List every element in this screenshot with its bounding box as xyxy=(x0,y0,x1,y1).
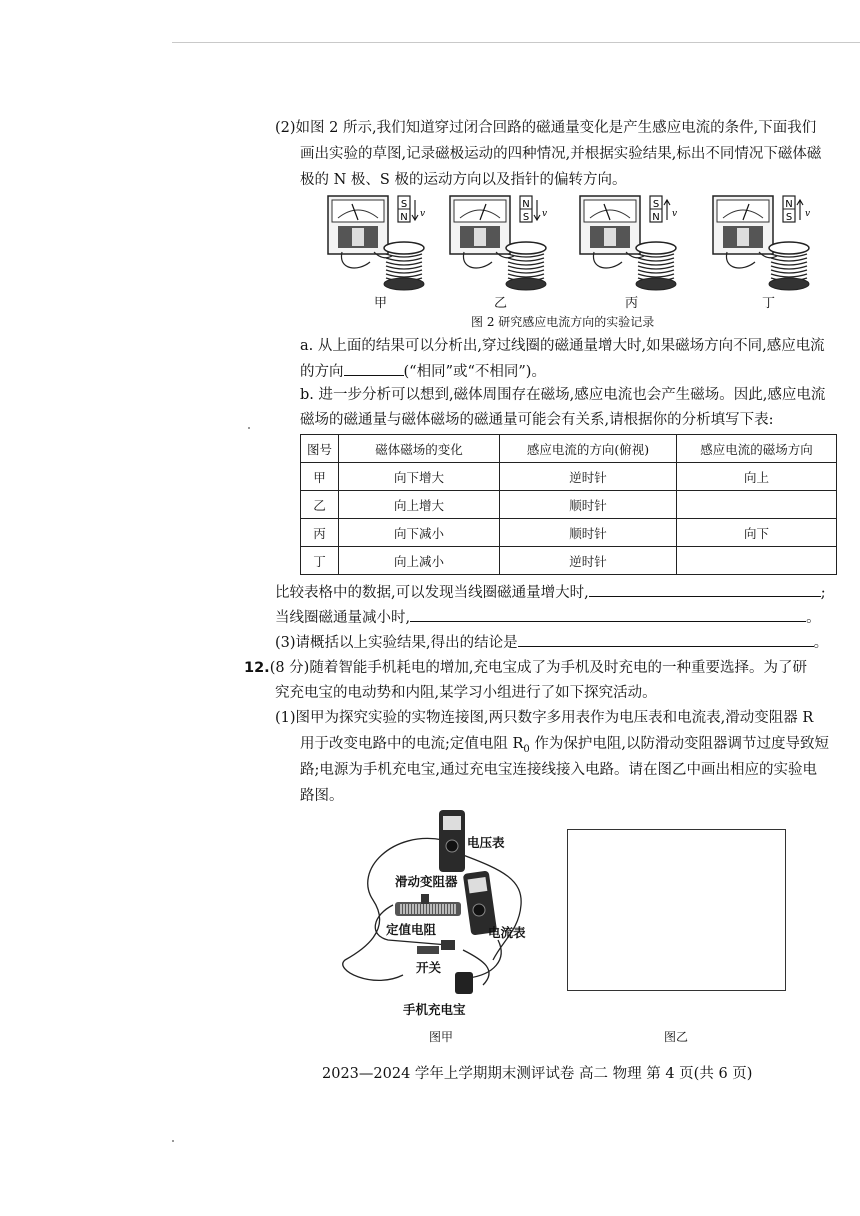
figure-yi-caption: 图乙 xyxy=(664,1030,689,1044)
table-row xyxy=(301,491,837,519)
table-cell: 向下减小 xyxy=(339,519,500,547)
compare-line1-text: 比较表格中的数据,可以发现当线圈磁通量增大时, xyxy=(275,585,589,601)
figure-jia-caption: 图甲 xyxy=(429,1030,454,1044)
coil-winding xyxy=(771,266,807,269)
table-cell: 向上增大 xyxy=(339,491,500,519)
answer-blank-conclusion[interactable] xyxy=(518,630,814,647)
label-ammeter: 电流表 xyxy=(488,925,526,940)
scan-speck xyxy=(248,427,250,429)
velocity-label: v xyxy=(672,209,678,219)
figure-jia-photo xyxy=(333,800,573,1015)
label-voltmeter: 电压表 xyxy=(467,835,505,850)
q11-part2-line1: (2)如图 2 所示,我们知道穿过闭合回路的磁通量变化是产生感应电流的条件,下面我们 xyxy=(275,120,817,136)
label-resistor: 定值电阻 xyxy=(386,922,437,937)
table-row xyxy=(301,463,837,491)
compare-line1 xyxy=(275,580,826,606)
coil-winding xyxy=(638,274,674,277)
q12-line1 xyxy=(244,655,807,681)
scan-speck xyxy=(172,1140,174,1142)
panel-label-jia: 甲 xyxy=(374,296,388,311)
galvanometer-window xyxy=(474,228,486,246)
table-cell: 顺时针 xyxy=(500,519,677,547)
coil-base xyxy=(769,278,809,290)
coil-winding xyxy=(386,266,422,269)
table-cell: 乙 xyxy=(301,491,339,519)
q12-line2: 究充电宝的电动势和内阻,某学习小组进行了如下探究活动。 xyxy=(275,685,657,701)
magnet-top-pole: N xyxy=(785,199,793,210)
galvanometer-window xyxy=(604,228,616,246)
header-rule xyxy=(172,42,860,43)
table-answer-cell[interactable] xyxy=(677,491,837,519)
coil-winding xyxy=(508,270,544,273)
record-table xyxy=(300,434,837,575)
table-cell: 向下 xyxy=(677,519,837,547)
coil-base xyxy=(384,278,424,290)
magnet-bottom-pole: S xyxy=(522,212,530,223)
q12-line1-text: (8 分)随着智能手机耗电的增加,充电宝成了为手机及时充电的一种重要选择。为了研 xyxy=(269,660,807,676)
part3-end: 。 xyxy=(813,635,829,651)
figure-2-caption: 图 2 研究感应电流方向的实验记录 xyxy=(471,315,655,329)
rheostat-device xyxy=(395,894,461,916)
coil-winding xyxy=(386,274,422,277)
table-cell: 向上 xyxy=(677,463,837,491)
velocity-label: v xyxy=(542,209,548,219)
coil-winding xyxy=(638,266,674,269)
answer-blank-increase[interactable] xyxy=(589,580,821,597)
powerbank-device xyxy=(455,972,473,994)
magnet-bottom-pole: S xyxy=(785,212,793,223)
coil-base xyxy=(506,278,546,290)
q12-p1-line2-b: 作为保护电阻,以防滑动变阻器调节过度导致短 xyxy=(529,736,830,752)
coil-base xyxy=(636,278,676,290)
q11-part2-line3: 极的 N 极、S 极的运动方向以及指针的偏转方向。 xyxy=(300,172,627,188)
compare-line2-text: 当线圈磁通量减小时, xyxy=(275,610,411,626)
q12-p1-line2-a: 用于改变电路中的电流;定值电阻 R xyxy=(300,736,524,752)
switch-device xyxy=(417,946,439,954)
table-header: 感应电流的方向(俯视) xyxy=(500,435,677,463)
part-a-line1: a. 从上面的结果可以分析出,穿过线圈的磁通量增大时,如果磁场方向不同,感应电流 xyxy=(300,338,825,354)
q12-p1-line3: 路;电源为手机充电宝,通过充电宝连接线接入电路。请在图乙中画出相应的实验电 xyxy=(300,762,817,778)
q12-p1-line1: (1)图甲为探究实验的实物连接图,两只数字多用表作为电压表和电流表,滑动变阻器 R xyxy=(275,710,814,726)
table-cell: 丁 xyxy=(301,547,339,575)
coil-winding xyxy=(386,262,422,265)
table-row xyxy=(301,547,837,575)
coil-winding xyxy=(638,270,674,273)
figure-2 xyxy=(0,190,860,320)
answer-blank-decrease[interactable] xyxy=(410,605,806,622)
coil-winding xyxy=(386,270,422,273)
r0-subscript: 0 xyxy=(523,743,530,755)
question-number: 12. xyxy=(244,660,270,676)
velocity-label: v xyxy=(805,209,811,219)
table-row xyxy=(301,519,837,547)
coil-winding xyxy=(638,258,674,261)
panel-label-yi: 乙 xyxy=(494,296,508,311)
coil-winding xyxy=(771,262,807,265)
magnet-bottom-pole: N xyxy=(652,212,660,223)
part-b-line1: b. 进一步分析可以想到,磁体周围存在磁场,感应电流也会产生磁场。因此,感应电流 xyxy=(300,387,826,403)
coil-winding xyxy=(771,274,807,277)
label-powerbank: 手机充电宝 xyxy=(403,1002,466,1017)
table-cell: 逆时针 xyxy=(500,463,677,491)
coil-winding xyxy=(771,258,807,261)
magnet-top-pole: S xyxy=(400,199,408,210)
compare-line2 xyxy=(275,605,821,631)
table-cell: 向上减小 xyxy=(339,547,500,575)
panel-label-ding: 丁 xyxy=(762,296,776,311)
coil-top xyxy=(636,242,676,254)
table-cell: 顺时针 xyxy=(500,491,677,519)
coil-winding xyxy=(638,262,674,265)
table-cell: 逆时针 xyxy=(500,547,677,575)
answer-blank-a[interactable] xyxy=(344,359,404,376)
coil-top xyxy=(769,242,809,254)
magnet-top-pole: S xyxy=(652,199,660,210)
table-cell: 向下增大 xyxy=(339,463,500,491)
coil-winding xyxy=(508,274,544,277)
label-rheostat: 滑动变阻器 xyxy=(395,874,458,889)
label-switch: 开关 xyxy=(416,960,442,975)
part3-line xyxy=(275,630,828,656)
part-a-prefix: 的方向 xyxy=(300,364,344,380)
experiment-panel xyxy=(328,196,425,290)
voltmeter-device xyxy=(439,810,465,872)
part-a-suffix: (“相同”或“不相同”)。 xyxy=(403,364,546,380)
table-answer-cell[interactable] xyxy=(677,547,837,575)
coil-winding xyxy=(386,258,422,261)
table-cell: 甲 xyxy=(301,463,339,491)
coil-top xyxy=(506,242,546,254)
coil-winding xyxy=(508,266,544,269)
compare-line2-end: 。 xyxy=(806,610,821,626)
table-cell: 丙 xyxy=(301,519,339,547)
coil-winding xyxy=(508,262,544,265)
galvanometer-window xyxy=(737,228,749,246)
table-header-row xyxy=(301,435,837,463)
q11-part2-line2: 画出实验的草图,记录磁极运动的四种情况,并根据实验结果,标出不同情况下磁体磁 xyxy=(300,146,822,162)
table-header: 感应电流的磁场方向 xyxy=(677,435,837,463)
part3-text: (3)请概括以上实验结果,得出的结论是 xyxy=(275,635,518,651)
panel-label-bing: 丙 xyxy=(625,296,639,311)
coil-winding xyxy=(508,258,544,261)
experiment-panel xyxy=(713,196,810,290)
experiment-panel xyxy=(450,196,547,290)
table-header: 图号 xyxy=(301,435,339,463)
coil-top xyxy=(384,242,424,254)
compare-line1-end: ; xyxy=(820,585,826,601)
experiment-panel xyxy=(580,196,677,290)
page-footer: 2023—2024 学年上学期期末测评试卷 高二 物理 第 4 页(共 6 页) xyxy=(322,1066,753,1082)
magnet-bottom-pole: N xyxy=(400,212,408,223)
figure-yi-drawing-box[interactable] xyxy=(567,829,786,991)
q12-p1-line4: 路图。 xyxy=(300,788,344,804)
table-header: 磁体磁场的变化 xyxy=(339,435,500,463)
galvanometer-window xyxy=(352,228,364,246)
coil-winding xyxy=(771,270,807,273)
part-b-line2: 磁场的磁通量与磁体磁场的磁通量可能会有关系,请根据你的分析填写下表: xyxy=(300,412,774,428)
velocity-label: v xyxy=(420,209,426,219)
magnet-top-pole: N xyxy=(522,199,530,210)
wire xyxy=(468,940,501,978)
resistor-device xyxy=(441,940,455,950)
